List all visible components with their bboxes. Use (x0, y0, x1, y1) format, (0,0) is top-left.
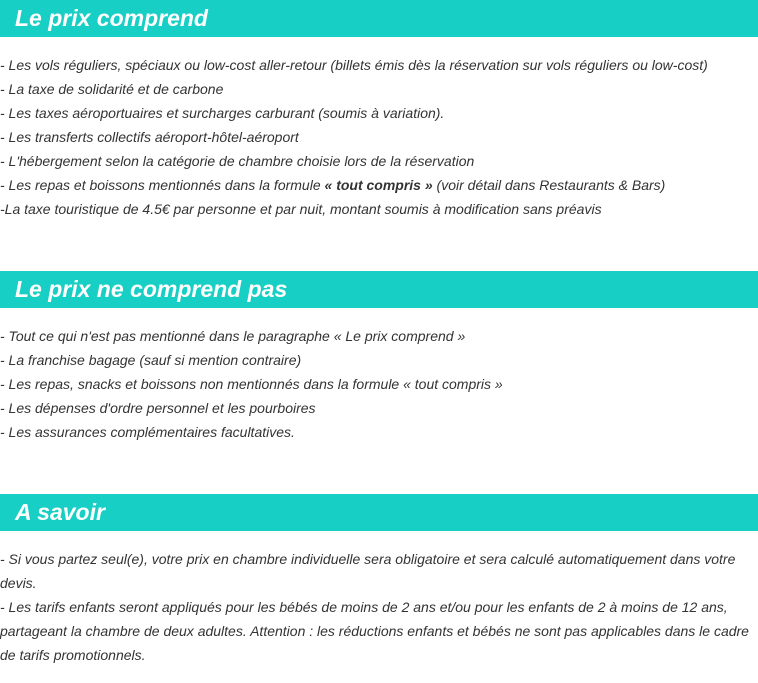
included-list (0, 53, 758, 221)
section-header-included (0, 0, 758, 37)
list-item: - Les vols réguliers, spéciaux ou low-cost aller-retour (billets émis dès la réservation sur vols réguliers ou low-cost) (0, 57, 708, 73)
section-title-included: Le prix comprend (15, 5, 208, 31)
section-header-excluded (0, 271, 758, 308)
list-item: - L'hébergement selon la catégorie de chambre choisie lors de la réservation (0, 153, 475, 169)
list-item-meals (0, 173, 758, 197)
good-to-know-list (0, 547, 758, 667)
meals-text-bold: « tout compris » (324, 177, 433, 193)
section-title-good-to-know: A savoir (15, 499, 105, 525)
list-item: - Si vous partez seul(e), votre prix en chambre individuelle sera obligatoire et sera calculé automatiquement dans votre devis. (0, 551, 736, 591)
list-item: - Les transferts collectifs aéroport-hôtel-aéroport (0, 129, 299, 145)
list-item: - La franchise bagage (sauf si mention contraire) (0, 352, 302, 368)
list-item: - Les dépenses d'ordre personnel et les pourboires (0, 400, 316, 416)
meals-text-before: - Les repas et boissons mentionnés dans la formule (0, 177, 325, 193)
excluded-list (0, 324, 758, 444)
list-item: - Les repas, snacks et boissons non mentionnés dans la formule « tout compris » (0, 376, 503, 392)
list-item: - Tout ce qui n'est pas mentionné dans le paragraphe « Le prix comprend » (0, 328, 466, 344)
meals-text-after: (voir détail dans Restaurants & Bars) (432, 177, 666, 193)
list-item: - La taxe de solidarité et de carbone (0, 81, 224, 97)
list-item: - Les taxes aéroportuaires et surcharges carburant (soumis à variation). (0, 105, 445, 121)
list-item: -La taxe touristique de 4.5€ par personne et par nuit, montant soumis à modification sans préavis (0, 201, 602, 217)
list-item: - Les assurances complémentaires facultatives. (0, 424, 295, 440)
section-header-good-to-know (0, 494, 758, 531)
section-title-excluded: Le prix ne comprend pas (15, 276, 288, 302)
list-item: - Les tarifs enfants seront appliqués pour les bébés de moins de 2 ans et/ou pour les enfants de 2 à moins de 12 ans, partageant la chambre de deux adultes. Attention : les réductions enfants et bébés ne sont pas applicables dans le cadre de tarifs promotionnels. (0, 599, 749, 663)
